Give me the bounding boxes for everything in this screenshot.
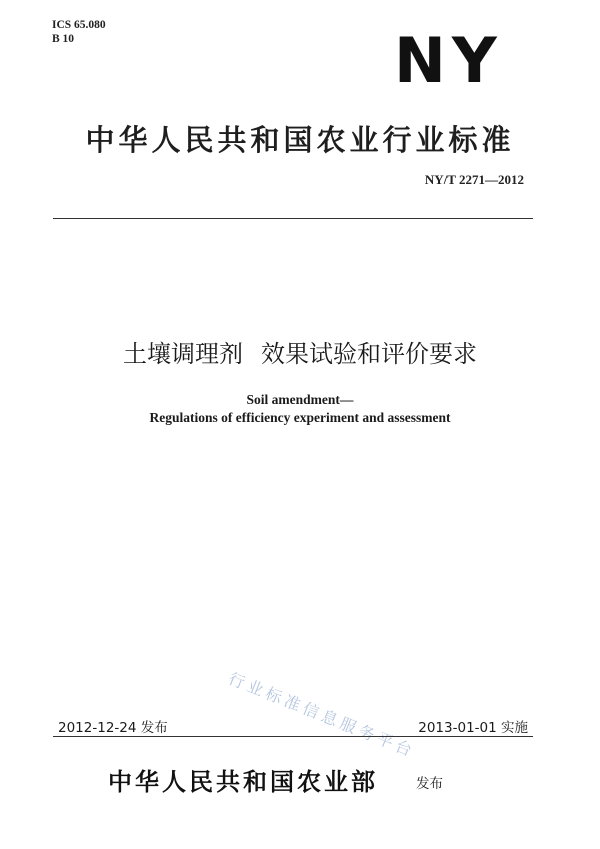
publish-label: 发布: [416, 776, 443, 792]
standard-title: 中华人民共和国农业行业标准: [85, 123, 515, 157]
title-cn-part1: 土壤调理剂: [123, 340, 243, 368]
implementation-date: 2013-01-01 实施: [418, 720, 528, 736]
standard-number: NY/T 2271—2012: [424, 172, 524, 187]
issue-date: 2012-12-24 发布: [58, 720, 168, 736]
watermark: 行业标准信息服务平台: [225, 668, 419, 762]
publisher: 中华人民共和国农业部: [108, 768, 378, 796]
classification-code: B 10: [52, 33, 75, 45]
title-cn-part2: 效果试验和评价要求: [261, 340, 477, 368]
header-divider: [53, 218, 533, 219]
document-title-en-line1: Soil amendment—: [246, 392, 354, 407]
ny-logo: NY: [394, 24, 503, 97]
ics-code: ICS 65.080: [52, 19, 106, 31]
document-title-cn: [0, 334, 600, 369]
document-title-en-line2: Regulations of efficiency experiment and assessment: [149, 410, 451, 425]
footer-divider: [53, 736, 533, 737]
